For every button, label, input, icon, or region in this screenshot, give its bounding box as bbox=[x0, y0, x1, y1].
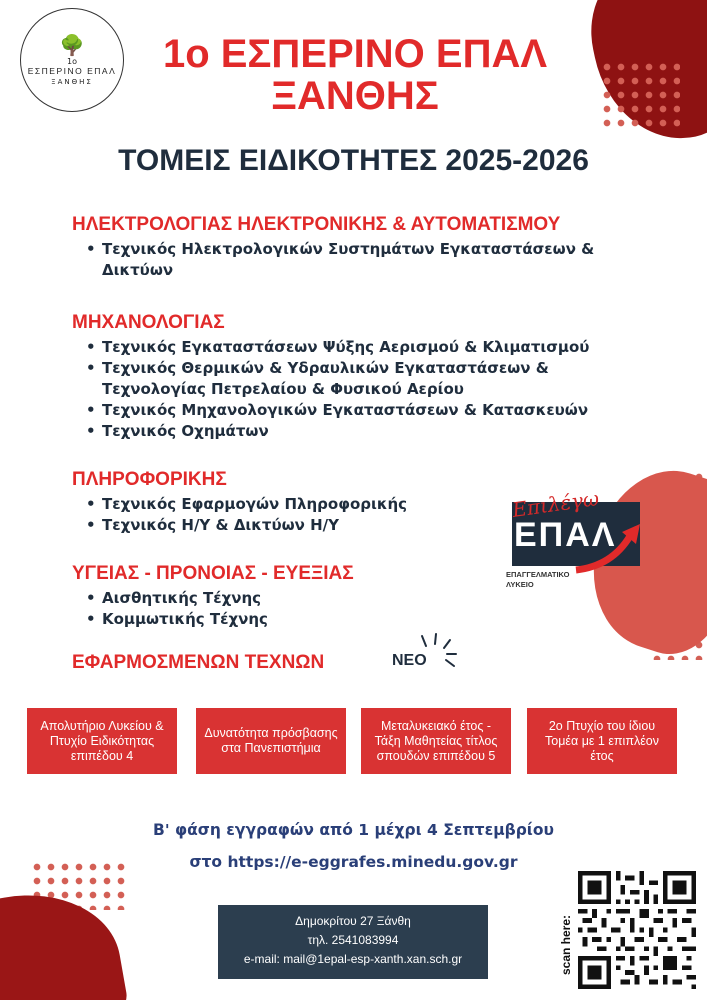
contact-box bbox=[218, 905, 488, 979]
specialty-item: • Τεχνικός Η/Υ & Δικτύων Η/Υ bbox=[72, 515, 492, 536]
specialty-list bbox=[72, 588, 492, 630]
sector-title: ΠΛΗΡΟΦΟΡΙΚΗΣ bbox=[72, 469, 227, 490]
sector-title: ΥΓΕΙΑΣ - ΠΡΟΝΟΙΑΣ - ΕΥΕΞΙΑΣ bbox=[72, 563, 354, 584]
sector-title: ΗΛΕΚΤΡΟΛΟΓΙΑΣ ΗΛΕΚΤΡΟΝΙΚΗΣ & ΑΥΤΟΜΑΤΙΣΜΟΥ bbox=[72, 214, 561, 235]
info-box-university-access: Δυνατότητα πρόσβασης στα Πανεπιστήμια bbox=[196, 708, 346, 774]
page-title-line2: ΞΑΝΘΗΣ bbox=[271, 74, 439, 118]
info-box-diploma: Απολυτήριο Λυκείου & Πτυχίο Ειδικότητας επιπέδου 4 bbox=[27, 708, 177, 774]
sector-informatics bbox=[72, 468, 492, 536]
scan-label-text: scan here: bbox=[559, 914, 573, 976]
registration-dates: Β' φάση εγγραφών από 1 μέχρι 4 Σεπτεμβρίου bbox=[153, 821, 554, 839]
specialty-list bbox=[72, 494, 492, 536]
tree-icon: 🌳 bbox=[59, 32, 85, 57]
badge-caption-line2: ΛΥΚΕΙΟ bbox=[506, 580, 534, 589]
school-logo bbox=[20, 8, 124, 112]
specialty-item: • Τεχνικός Οχημάτων bbox=[72, 421, 632, 442]
sector-title: ΜΗΧΑΝΟΛΟΓΙΑΣ bbox=[72, 312, 225, 333]
contact-email: e-mail: mail@1epal-esp-xanth.xan.sch.gr bbox=[243, 952, 463, 966]
specialty-item: • Τεχνικός Ηλεκτρολογικών Συστημάτων Εγκαταστάσεων & Δικτύων bbox=[72, 239, 632, 281]
scan-label bbox=[557, 895, 575, 995]
sector-title: ΕΦΑΡΜΟΣΜΕΝΩΝ ΤΕΧΝΩΝ bbox=[72, 652, 325, 673]
badge-caption-line1: ΕΠΑΓΓΕΛΜΑΤΙΚΟ bbox=[506, 570, 570, 579]
sector-electrical bbox=[72, 213, 632, 281]
decorative-dots-top-right bbox=[600, 60, 680, 130]
specialty-item: • Κομμωτικής Τέχνης bbox=[72, 609, 492, 630]
qr-code-icon[interactable] bbox=[578, 871, 696, 989]
new-label: ΝΕΟ bbox=[392, 652, 427, 669]
specialty-item: • Τεχνικός Εφαρμογών Πληροφορικής bbox=[72, 494, 492, 515]
logo-line3: ΞΑΝΘΗΣ bbox=[51, 77, 93, 86]
logo-line2: ΕΣΠΕΡΙΝΟ ΕΠΑΛ bbox=[27, 65, 117, 76]
contact-phone: τηλ. 2541083994 bbox=[307, 933, 399, 947]
page-subtitle: ΤΟΜΕΙΣ ΕΙΔΙΚΟΤΗΤΕΣ 2025-2026 bbox=[118, 144, 589, 177]
registration-link[interactable]: στο https://e-eggrafes.minedu.gov.gr bbox=[189, 853, 518, 871]
badge-word: ΕΠΑΛ bbox=[514, 516, 617, 554]
specialty-item: • Τεχνικός Θερμικών & Υδραυλικών Εγκαταστάσεων & Τεχνολογίας Πετρελαίου & Φυσικού Αερίου bbox=[72, 358, 632, 400]
sector-health bbox=[72, 562, 492, 630]
badge-caption bbox=[506, 570, 569, 590]
arrow-icon bbox=[572, 522, 644, 574]
specialty-list bbox=[72, 337, 632, 442]
contact-address: Δημοκρίτου 27 Ξάνθη bbox=[295, 914, 411, 928]
specialty-item: • Τεχνικός Εγκαταστάσεων Ψύξης Αερισμού & Κλιματισμού bbox=[72, 337, 632, 358]
page-title-line1: 1ο ΕΣΠΕΡΙΝΟ ΕΠΑΛ bbox=[162, 32, 548, 76]
epal-badge bbox=[506, 486, 642, 606]
info-box-second-degree: 2ο Πτυχίο του ίδιου Τομέα με 1 επιπλέον έτος bbox=[527, 708, 677, 774]
specialty-item: • Αισθητικής Τέχνης bbox=[72, 588, 492, 609]
sector-applied-arts bbox=[72, 651, 392, 675]
specialty-item: • Τεχνικός Μηχανολογικών Εγκαταστάσεων & Κατασκευών bbox=[72, 400, 632, 421]
badge-script: Επιλέγω bbox=[510, 486, 601, 522]
sector-mechanical bbox=[72, 311, 632, 442]
info-box-apprenticeship: Μεταλυκειακό έτος - Τάξη Μαθητείας τίτλος σπουδών επιπέδου 5 bbox=[361, 708, 511, 774]
logo-line1: 1ο bbox=[67, 56, 77, 66]
specialty-list bbox=[72, 239, 632, 281]
